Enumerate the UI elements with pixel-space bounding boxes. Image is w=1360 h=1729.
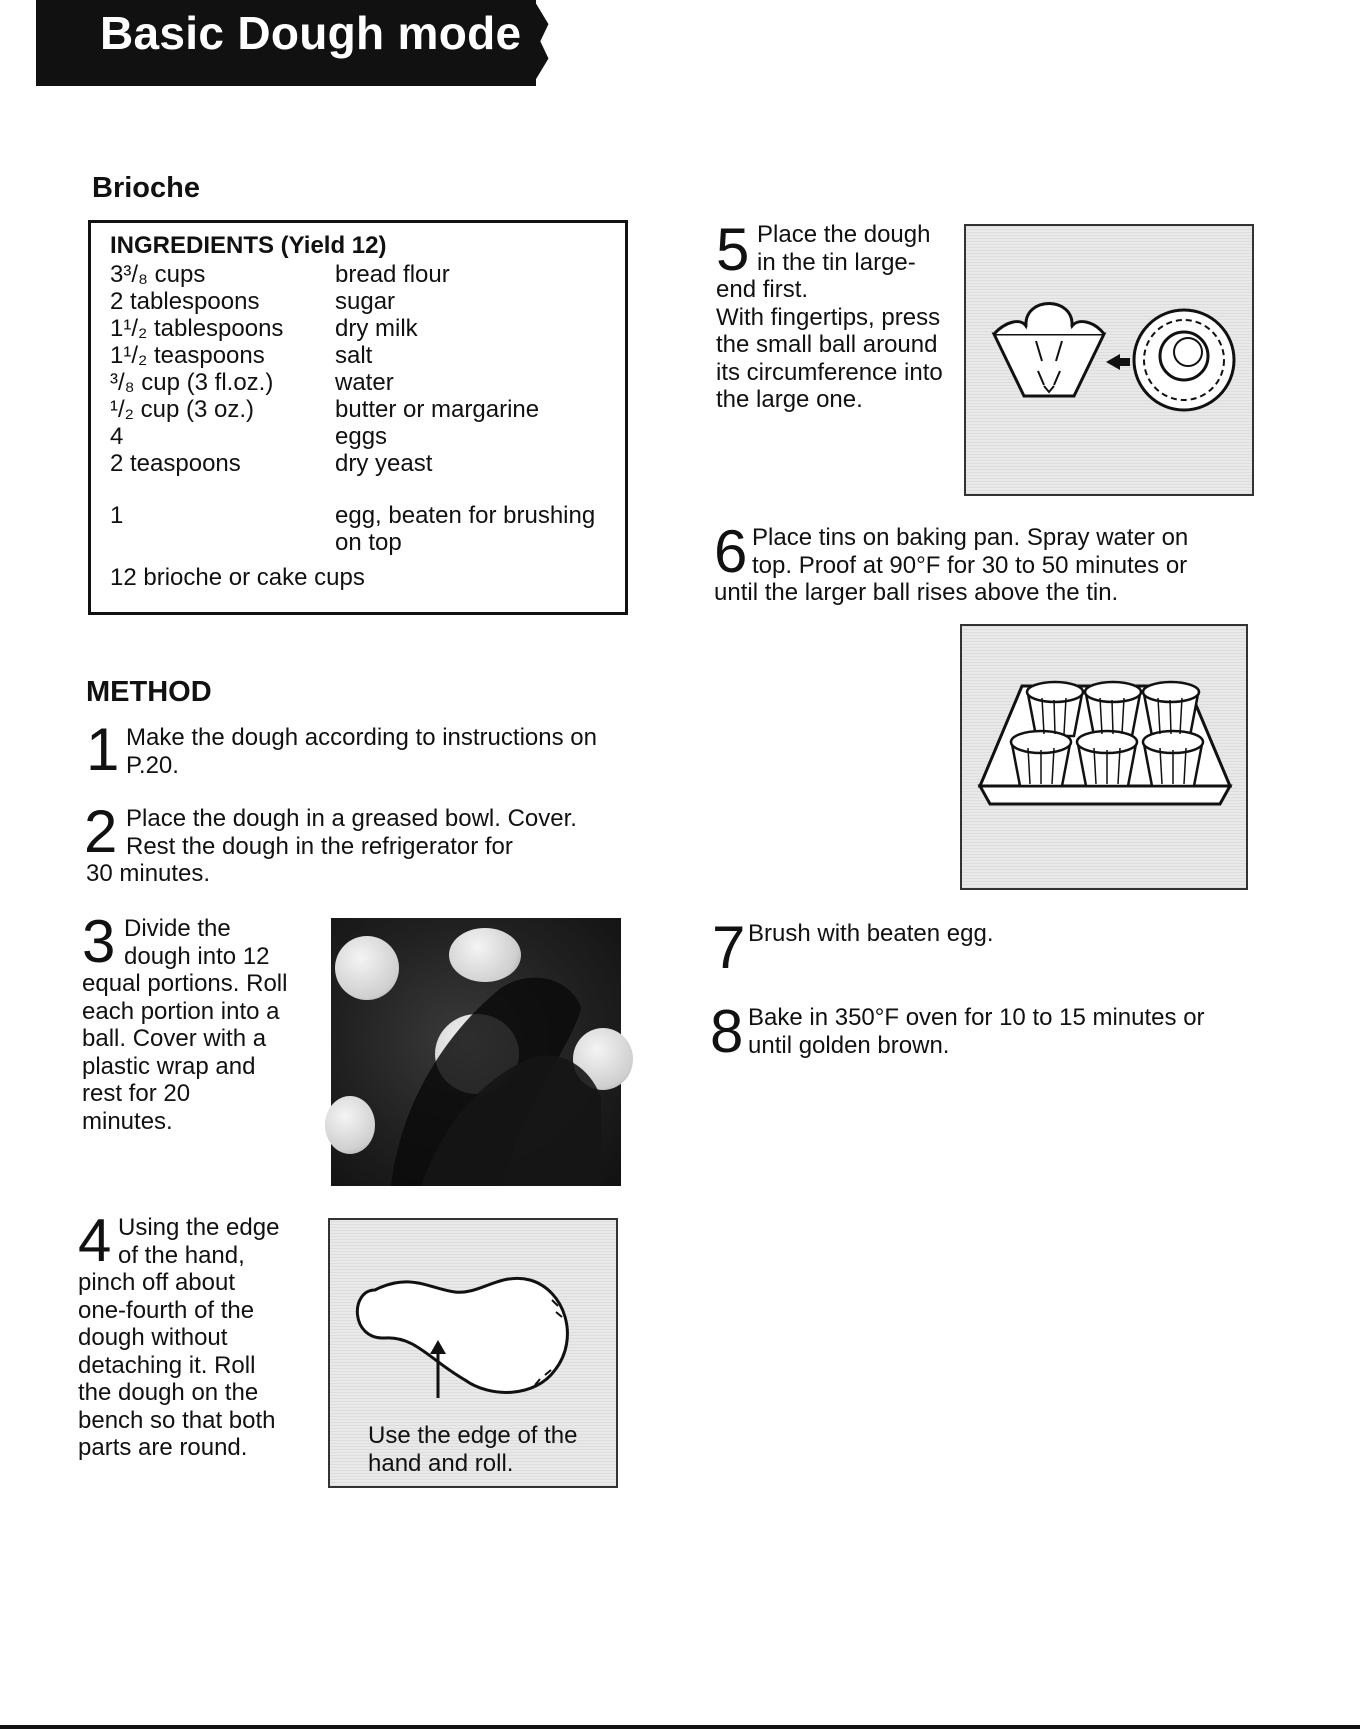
ingredient-qty: ¹/₂ cup (3 oz.) — [110, 396, 255, 423]
ingredient-name: water — [335, 369, 394, 396]
step-line: ball. Cover with a — [82, 1025, 267, 1052]
step-line: Divide the — [124, 915, 231, 942]
step-line: Place the dough in a greased bowl. Cover. — [126, 805, 577, 832]
step-line: the large one. — [716, 386, 863, 413]
step-line: 30 minutes. — [86, 860, 211, 887]
ingredient-name: dry yeast — [335, 450, 433, 477]
step-number: 4 — [78, 1207, 112, 1274]
step-line: Using the edge — [118, 1214, 280, 1241]
ingredient-name-cont: on top — [335, 529, 402, 556]
ingredient-qty: 1 — [110, 502, 124, 529]
step-line: Make the dough according to instructions on — [126, 724, 597, 751]
ingredient-qty: ³/₈ cup (3 fl.oz.) — [110, 369, 274, 396]
step-line: equal portions. Roll — [82, 970, 288, 997]
step-line: bench so that both — [78, 1406, 276, 1434]
step-line: top. Proof at 90°F for 30 to 50 minutes or — [752, 551, 1188, 579]
step-line: Place tins on baking pan. Spray water on — [752, 524, 1189, 551]
ingredient-qty: 1¹/₂ teaspoons — [110, 342, 265, 369]
caption-line: hand and roll. — [368, 1449, 514, 1477]
step-3-text-body — [82, 970, 287, 1135]
step-line: until golden brown. — [748, 1031, 950, 1059]
step-5-text-body — [716, 276, 943, 414]
step-6-text-head — [752, 524, 1188, 579]
step-8-text — [748, 1004, 1205, 1059]
step-line: pinch off about — [78, 1269, 236, 1296]
step-line: P.20. — [126, 751, 179, 779]
step-line: dough without — [78, 1324, 228, 1351]
baking-pan-illustration — [960, 624, 1248, 890]
step-line: of the hand, — [118, 1241, 245, 1269]
ingredient-qty: 2 teaspoons — [110, 450, 241, 477]
step-number: 8 — [710, 998, 744, 1065]
ingredient-name: sugar — [335, 288, 396, 315]
step-number: 6 — [714, 518, 748, 585]
cups-note: 12 brioche or cake cups — [110, 564, 365, 591]
step-4-text-head — [118, 1214, 279, 1269]
step-3-text-head — [124, 915, 269, 970]
step-1-text — [126, 724, 646, 779]
step-line: its circumference into — [716, 358, 943, 386]
step-line: each portion into a — [82, 997, 280, 1025]
method-heading: METHOD — [86, 676, 212, 708]
step-number: 2 — [84, 798, 118, 865]
ingredient-qty: 4 — [110, 423, 124, 450]
step-2-text — [126, 805, 646, 860]
recipe-title: Brioche — [92, 172, 200, 204]
caption-line: Use the edge of the — [368, 1422, 578, 1449]
step-number: 5 — [716, 216, 750, 283]
step-line: With fingertips, press — [716, 303, 941, 331]
step-line: one-fourth of the — [78, 1296, 255, 1324]
ingredients-heading: INGREDIENTS (Yield 12) — [110, 232, 387, 259]
hands-rolling-dough-photo — [331, 918, 621, 1186]
step-line: minutes. — [82, 1107, 173, 1135]
ingredient-name: butter or margarine — [335, 396, 540, 423]
step-line: parts are round. — [78, 1434, 248, 1461]
ingredient-qty: 1¹/₂ tablespoons — [110, 315, 284, 342]
step-line: the dough on the — [78, 1379, 259, 1406]
ingredient-qty: 3³/₈ cups — [110, 261, 206, 288]
illustration-caption — [368, 1422, 577, 1477]
step-line: dough into 12 — [124, 942, 270, 970]
page-title: Basic Dough mode — [100, 7, 522, 59]
step-line: the small ball around — [716, 331, 938, 358]
step-line: plastic wrap and — [82, 1052, 256, 1080]
ingredient-name: egg, beaten for brushing — [335, 502, 596, 529]
step-line: end first. — [716, 276, 809, 303]
step-4-text-body — [78, 1269, 275, 1462]
step-line: until the larger ball rises above the tin. — [714, 579, 1119, 606]
ingredient-qty: 2 tablespoons — [110, 288, 260, 315]
step-line: Rest the dough in the refrigerator for — [126, 832, 513, 860]
step-number: 3 — [82, 908, 116, 975]
step-number: 1 — [86, 716, 120, 783]
step-line: in the tin large- — [757, 248, 916, 276]
step-line: Brush with beaten egg. — [748, 920, 994, 947]
ingredient-name: dry milk — [335, 315, 418, 342]
step-line: Bake in 350°F oven for 10 to 15 minutes or — [748, 1004, 1205, 1031]
step-line: detaching it. Roll — [78, 1351, 256, 1379]
ingredient-name: salt — [335, 342, 373, 369]
step-5-text-head — [757, 221, 930, 276]
dough-shaping-illustration — [328, 1218, 618, 1488]
bottom-rule — [0, 1725, 1360, 1729]
ingredient-name: eggs — [335, 423, 388, 450]
step-line: Place the dough — [757, 221, 931, 248]
step-line: rest for 20 — [82, 1080, 191, 1107]
step-number: 7 — [712, 914, 746, 981]
tin-placement-illustration — [964, 224, 1254, 496]
ingredient-name: bread flour — [335, 261, 450, 288]
